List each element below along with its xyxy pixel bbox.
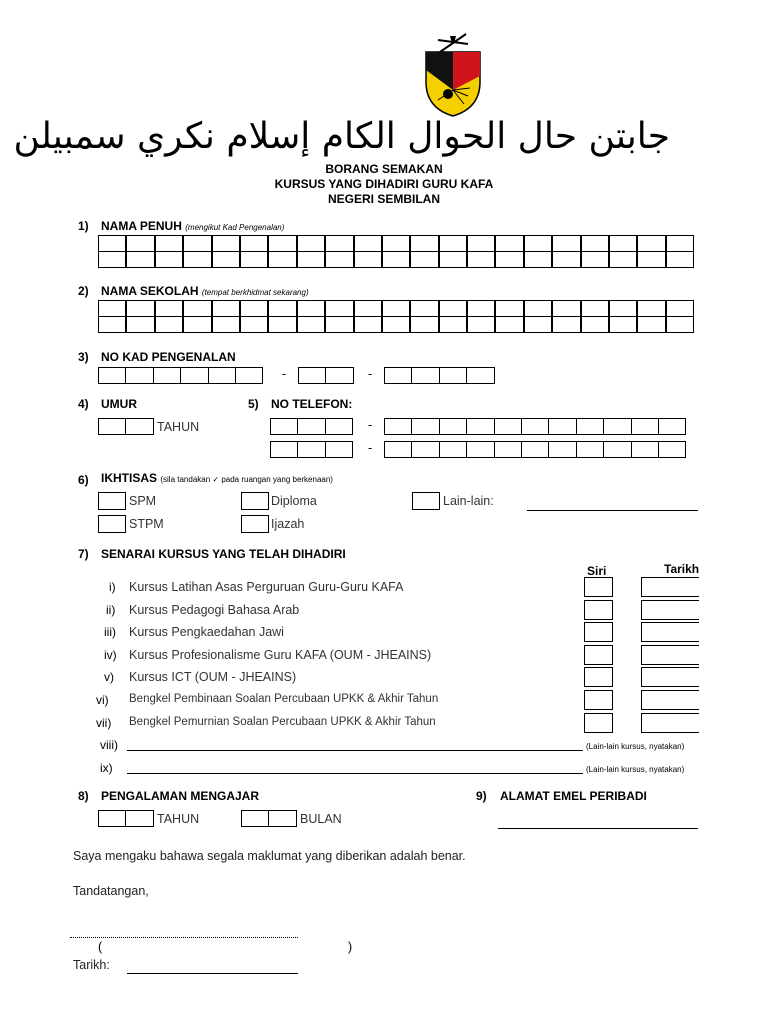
state-crest-logo bbox=[418, 30, 488, 120]
digit-box[interactable] bbox=[521, 441, 549, 458]
letter-box[interactable] bbox=[382, 300, 410, 317]
letter-box[interactable] bbox=[609, 251, 637, 268]
letter-box[interactable] bbox=[155, 316, 183, 333]
digit-box[interactable] bbox=[270, 418, 298, 435]
arabic-calligraphy-banner: جابتن حال الحوال الكام إسلام نكري سمبيلن bbox=[13, 116, 670, 157]
course-tarikh-box[interactable] bbox=[641, 645, 699, 665]
course-name: Kursus ICT (OUM - JHEAINS) bbox=[129, 670, 297, 684]
ikhtisas-title: IKHTISAS bbox=[101, 471, 158, 485]
letter-box[interactable] bbox=[495, 300, 523, 317]
digit-box[interactable] bbox=[384, 441, 412, 458]
letter-box[interactable] bbox=[666, 316, 694, 333]
letter-box[interactable] bbox=[552, 235, 580, 252]
spm-label: SPM bbox=[129, 494, 157, 508]
letter-box[interactable] bbox=[637, 235, 665, 252]
digit-box[interactable] bbox=[576, 441, 604, 458]
course-siri-box[interactable] bbox=[584, 713, 613, 733]
letter-box[interactable] bbox=[98, 235, 126, 252]
digit-box[interactable] bbox=[325, 367, 353, 384]
phone2-prefix-boxes[interactable] bbox=[270, 441, 352, 457]
course-siri-box[interactable] bbox=[584, 690, 613, 710]
digit-box[interactable] bbox=[631, 418, 659, 435]
letter-box[interactable] bbox=[382, 251, 410, 268]
digit-box[interactable] bbox=[384, 367, 412, 384]
course-name: Kursus Pedagogi Bahasa Arab bbox=[129, 603, 300, 617]
digit-box[interactable] bbox=[494, 441, 522, 458]
letter-box[interactable] bbox=[666, 300, 694, 317]
digit-box[interactable] bbox=[98, 367, 126, 384]
tarikh-column-header: Tarikh bbox=[664, 562, 700, 576]
ic-part2-boxes[interactable] bbox=[298, 367, 353, 383]
stpm-checkbox[interactable] bbox=[98, 515, 126, 533]
umur-unit: TAHUN bbox=[157, 420, 200, 434]
date-label: Tarikh: bbox=[73, 958, 110, 972]
lain-lain-input-line[interactable] bbox=[527, 510, 698, 511]
letter-box[interactable] bbox=[155, 251, 183, 268]
digit-box[interactable] bbox=[411, 367, 439, 384]
digit-box[interactable] bbox=[180, 367, 208, 384]
digit-box[interactable] bbox=[384, 418, 412, 435]
digit-box[interactable] bbox=[325, 418, 353, 435]
letter-box[interactable] bbox=[609, 316, 637, 333]
form-title-line2: KURSUS YANG DIHADIRI GURU KAFA bbox=[274, 177, 494, 191]
digit-box[interactable] bbox=[298, 367, 326, 384]
letter-box[interactable] bbox=[382, 235, 410, 252]
letter-box[interactable] bbox=[637, 300, 665, 317]
letter-box[interactable] bbox=[126, 300, 154, 317]
letter-box[interactable] bbox=[240, 316, 268, 333]
letter-box[interactable] bbox=[268, 251, 296, 268]
letter-box[interactable] bbox=[325, 251, 353, 268]
ic-dash-2: - bbox=[368, 367, 373, 381]
nama-penuh-note: (mengikut Kad Pengenalan) bbox=[185, 223, 285, 232]
course-number: vi) bbox=[96, 693, 109, 707]
field7-number: 7) bbox=[78, 547, 89, 561]
letter-box[interactable] bbox=[637, 316, 665, 333]
spm-checkbox[interactable] bbox=[98, 492, 126, 510]
letter-box[interactable] bbox=[98, 251, 126, 268]
letter-box[interactable] bbox=[467, 300, 495, 317]
field2-label bbox=[101, 284, 309, 298]
letter-box[interactable] bbox=[183, 235, 211, 252]
digit-box[interactable] bbox=[658, 418, 686, 435]
course-siri-box[interactable] bbox=[584, 577, 613, 597]
nama-penuh-label: NAMA PENUH bbox=[101, 219, 182, 233]
course-number: ix) bbox=[100, 761, 113, 775]
course-name: Kursus Latihan Asas Perguruan Guru-Guru KAFA bbox=[129, 580, 404, 594]
letter-box[interactable] bbox=[581, 235, 609, 252]
letter-box[interactable] bbox=[325, 235, 353, 252]
digit-box[interactable] bbox=[270, 441, 298, 458]
course-tarikh-box[interactable] bbox=[641, 600, 699, 620]
letter-box[interactable] bbox=[524, 235, 552, 252]
pengalaman-tahun-boxes[interactable] bbox=[98, 810, 153, 826]
letter-box[interactable] bbox=[126, 235, 154, 252]
senarai-kursus-label: SENARAI KURSUS YANG TELAH DIHADIRI bbox=[101, 547, 346, 561]
letter-box[interactable] bbox=[354, 235, 382, 252]
field6-number: 6) bbox=[78, 473, 89, 487]
digit-box[interactable] bbox=[125, 418, 153, 435]
letter-box[interactable] bbox=[325, 316, 353, 333]
letter-box[interactable] bbox=[410, 316, 438, 333]
letter-box[interactable] bbox=[495, 316, 523, 333]
siri-column-header: Siri bbox=[587, 564, 607, 578]
course-number: v) bbox=[104, 670, 114, 684]
letter-box[interactable] bbox=[439, 300, 467, 317]
umur-boxes[interactable] bbox=[98, 418, 153, 434]
letter-box[interactable] bbox=[552, 300, 580, 317]
course-name: Kursus Profesionalisme Guru KAFA (OUM - JHEAINS) bbox=[129, 648, 432, 662]
letter-box[interactable] bbox=[524, 316, 552, 333]
other-course-note: (Lain-lain kursus, nyatakan) bbox=[586, 742, 685, 751]
digit-box[interactable] bbox=[208, 367, 236, 384]
field4-number: 4) bbox=[78, 397, 89, 411]
form-title-line1: BORANG SEMAKAN bbox=[325, 162, 443, 176]
signature-line[interactable] bbox=[70, 937, 298, 938]
course-siri-box[interactable] bbox=[584, 645, 613, 665]
nama-sekolah-boxes[interactable] bbox=[98, 300, 694, 332]
digit-box[interactable] bbox=[153, 367, 181, 384]
stpm-label: STPM bbox=[129, 517, 164, 531]
letter-box[interactable] bbox=[183, 300, 211, 317]
letter-box[interactable] bbox=[240, 300, 268, 317]
phone1-prefix-boxes[interactable] bbox=[270, 418, 352, 434]
course-name: Kursus Pengkaedahan Jawi bbox=[129, 625, 284, 639]
digit-box[interactable] bbox=[411, 418, 439, 435]
digit-box[interactable] bbox=[466, 367, 494, 384]
ikhtisas-label bbox=[101, 471, 333, 485]
ic-dash-1: - bbox=[282, 367, 287, 381]
course-tarikh-box[interactable] bbox=[641, 667, 699, 687]
letter-box[interactable] bbox=[581, 300, 609, 317]
letter-box[interactable] bbox=[467, 235, 495, 252]
pengalaman-bulan-boxes[interactable] bbox=[241, 810, 296, 826]
course-number: vii) bbox=[96, 716, 112, 730]
form-title-line3: NEGERI SEMBILAN bbox=[327, 192, 440, 206]
letter-box[interactable] bbox=[240, 235, 268, 252]
letter-box[interactable] bbox=[354, 251, 382, 268]
letter-box[interactable] bbox=[212, 300, 240, 317]
letter-box[interactable] bbox=[212, 316, 240, 333]
ic-part3-boxes[interactable] bbox=[384, 367, 494, 383]
digit-box[interactable] bbox=[603, 418, 631, 435]
digit-box[interactable] bbox=[466, 441, 494, 458]
alamat-emel-label: ALAMAT EMEL PERIBADI bbox=[500, 789, 647, 803]
letter-box[interactable] bbox=[581, 316, 609, 333]
course-name: Bengkel Pembinaan Soalan Percubaan UPKK & Akhir Tahun bbox=[129, 693, 439, 705]
digit-box[interactable] bbox=[268, 810, 296, 827]
letter-box[interactable] bbox=[495, 235, 523, 252]
letter-box[interactable] bbox=[212, 235, 240, 252]
letter-box[interactable] bbox=[382, 316, 410, 333]
course-name: Bengkel Pemurnian Soalan Percubaan UPKK & Akhir Tahun bbox=[129, 716, 436, 728]
letter-box[interactable] bbox=[240, 251, 268, 268]
letter-box[interactable] bbox=[126, 251, 154, 268]
field9-number: 9) bbox=[476, 789, 487, 803]
pengalaman-tahun-unit: TAHUN bbox=[157, 812, 200, 826]
course-number: iv) bbox=[104, 648, 117, 662]
digit-box[interactable] bbox=[439, 418, 467, 435]
signature-label: Tandatangan, bbox=[73, 884, 149, 898]
digit-box[interactable] bbox=[439, 441, 467, 458]
letter-box[interactable] bbox=[98, 300, 126, 317]
course-siri-box[interactable] bbox=[584, 622, 613, 642]
diploma-label: Diploma bbox=[271, 494, 317, 508]
letter-box[interactable] bbox=[410, 235, 438, 252]
other-course-input-line[interactable] bbox=[127, 773, 583, 774]
digit-box[interactable] bbox=[658, 441, 686, 458]
letter-box[interactable] bbox=[609, 300, 637, 317]
name-paren-open: ( bbox=[98, 940, 103, 954]
digit-box[interactable] bbox=[241, 810, 269, 827]
letter-box[interactable] bbox=[155, 235, 183, 252]
nama-penuh-boxes[interactable] bbox=[98, 235, 694, 267]
digit-box[interactable] bbox=[235, 367, 263, 384]
declaration-text: Saya mengaku bahawa segala maklumat yang diberikan adalah benar. bbox=[73, 849, 466, 863]
letter-box[interactable] bbox=[183, 316, 211, 333]
course-number: i) bbox=[109, 580, 116, 594]
letter-box[interactable] bbox=[155, 300, 183, 317]
letter-box[interactable] bbox=[609, 235, 637, 252]
digit-box[interactable] bbox=[576, 418, 604, 435]
field1-label bbox=[101, 219, 284, 233]
umur-label: UMUR bbox=[101, 397, 137, 411]
course-number: ii) bbox=[106, 603, 116, 617]
letter-box[interactable] bbox=[212, 251, 240, 268]
pengalaman-label: PENGALAMAN MENGAJAR bbox=[101, 789, 260, 803]
field8-number: 8) bbox=[78, 789, 89, 803]
lain-lain-checkbox[interactable] bbox=[412, 492, 440, 510]
course-siri-box[interactable] bbox=[584, 667, 613, 687]
digit-box[interactable] bbox=[439, 367, 467, 384]
ijazah-checkbox[interactable] bbox=[241, 515, 269, 533]
kad-pengenalan-label: NO KAD PENGENALAN bbox=[101, 350, 236, 364]
letter-box[interactable] bbox=[467, 251, 495, 268]
field5-number: 5) bbox=[248, 397, 259, 411]
nama-sekolah-note: (tempat berkhidmat sekarang) bbox=[201, 288, 309, 297]
letter-box[interactable] bbox=[439, 235, 467, 252]
letter-box[interactable] bbox=[467, 316, 495, 333]
name-paren-close: ) bbox=[348, 940, 353, 954]
letter-box[interactable] bbox=[183, 251, 211, 268]
digit-box[interactable] bbox=[548, 441, 576, 458]
letter-box[interactable] bbox=[495, 251, 523, 268]
course-tarikh-box[interactable] bbox=[641, 622, 699, 642]
digit-box[interactable] bbox=[297, 441, 325, 458]
digit-box[interactable] bbox=[125, 367, 153, 384]
nama-sekolah-label: NAMA SEKOLAH bbox=[101, 284, 199, 298]
digit-box[interactable] bbox=[98, 418, 126, 435]
diploma-checkbox[interactable] bbox=[241, 492, 269, 510]
other-course-input-line[interactable] bbox=[127, 750, 583, 751]
course-tarikh-box[interactable] bbox=[641, 577, 699, 597]
digit-box[interactable] bbox=[98, 810, 126, 827]
letter-box[interactable] bbox=[524, 300, 552, 317]
emel-input-line[interactable] bbox=[498, 828, 698, 829]
course-tarikh-box[interactable] bbox=[641, 713, 699, 733]
letter-box[interactable] bbox=[439, 251, 467, 268]
letter-box[interactable] bbox=[581, 251, 609, 268]
field2-number: 2) bbox=[78, 284, 89, 298]
phone2-dash: - bbox=[368, 441, 373, 455]
letter-box[interactable] bbox=[637, 251, 665, 268]
digit-box[interactable] bbox=[125, 810, 153, 827]
digit-box[interactable] bbox=[411, 441, 439, 458]
ikhtisas-note: (sila tandakan ✓ pada ruangan yang berkenaan) bbox=[160, 475, 333, 484]
course-number: iii) bbox=[104, 625, 116, 639]
letter-box[interactable] bbox=[666, 235, 694, 252]
date-input-line[interactable] bbox=[127, 973, 298, 974]
letter-box[interactable] bbox=[410, 251, 438, 268]
phone2-number-boxes[interactable] bbox=[384, 441, 685, 457]
digit-box[interactable] bbox=[521, 418, 549, 435]
lain-lain-label: Lain-lain: bbox=[443, 494, 494, 508]
letter-box[interactable] bbox=[666, 251, 694, 268]
ijazah-label: Ijazah bbox=[271, 517, 305, 531]
pengalaman-bulan-unit: BULAN bbox=[300, 812, 342, 826]
digit-box[interactable] bbox=[297, 418, 325, 435]
field3-number: 3) bbox=[78, 350, 89, 364]
course-tarikh-box[interactable] bbox=[641, 690, 699, 710]
letter-box[interactable] bbox=[126, 316, 154, 333]
letter-box[interactable] bbox=[98, 316, 126, 333]
letter-box[interactable] bbox=[268, 300, 296, 317]
digit-box[interactable] bbox=[325, 441, 353, 458]
letter-box[interactable] bbox=[297, 235, 325, 252]
field1-number: 1) bbox=[78, 219, 89, 233]
letter-box[interactable] bbox=[524, 251, 552, 268]
no-telefon-label: NO TELEFON: bbox=[271, 397, 353, 411]
letter-box[interactable] bbox=[325, 300, 353, 317]
letter-box[interactable] bbox=[297, 316, 325, 333]
letter-box[interactable] bbox=[439, 316, 467, 333]
letter-box[interactable] bbox=[552, 251, 580, 268]
other-course-note: (Lain-lain kursus, nyatakan) bbox=[586, 765, 685, 774]
digit-box[interactable] bbox=[631, 441, 659, 458]
letter-box[interactable] bbox=[297, 251, 325, 268]
letter-box[interactable] bbox=[354, 316, 382, 333]
ic-part1-boxes[interactable] bbox=[98, 367, 262, 383]
letter-box[interactable] bbox=[410, 300, 438, 317]
letter-box[interactable] bbox=[354, 300, 382, 317]
letter-box[interactable] bbox=[268, 316, 296, 333]
digit-box[interactable] bbox=[548, 418, 576, 435]
course-number: viii) bbox=[100, 738, 118, 752]
letter-box[interactable] bbox=[552, 316, 580, 333]
letter-box[interactable] bbox=[268, 235, 296, 252]
phone1-number-boxes[interactable] bbox=[384, 418, 685, 434]
digit-box[interactable] bbox=[603, 441, 631, 458]
phone1-dash: - bbox=[368, 418, 373, 432]
digit-box[interactable] bbox=[494, 418, 522, 435]
letter-box[interactable] bbox=[297, 300, 325, 317]
course-siri-box[interactable] bbox=[584, 600, 613, 620]
digit-box[interactable] bbox=[466, 418, 494, 435]
